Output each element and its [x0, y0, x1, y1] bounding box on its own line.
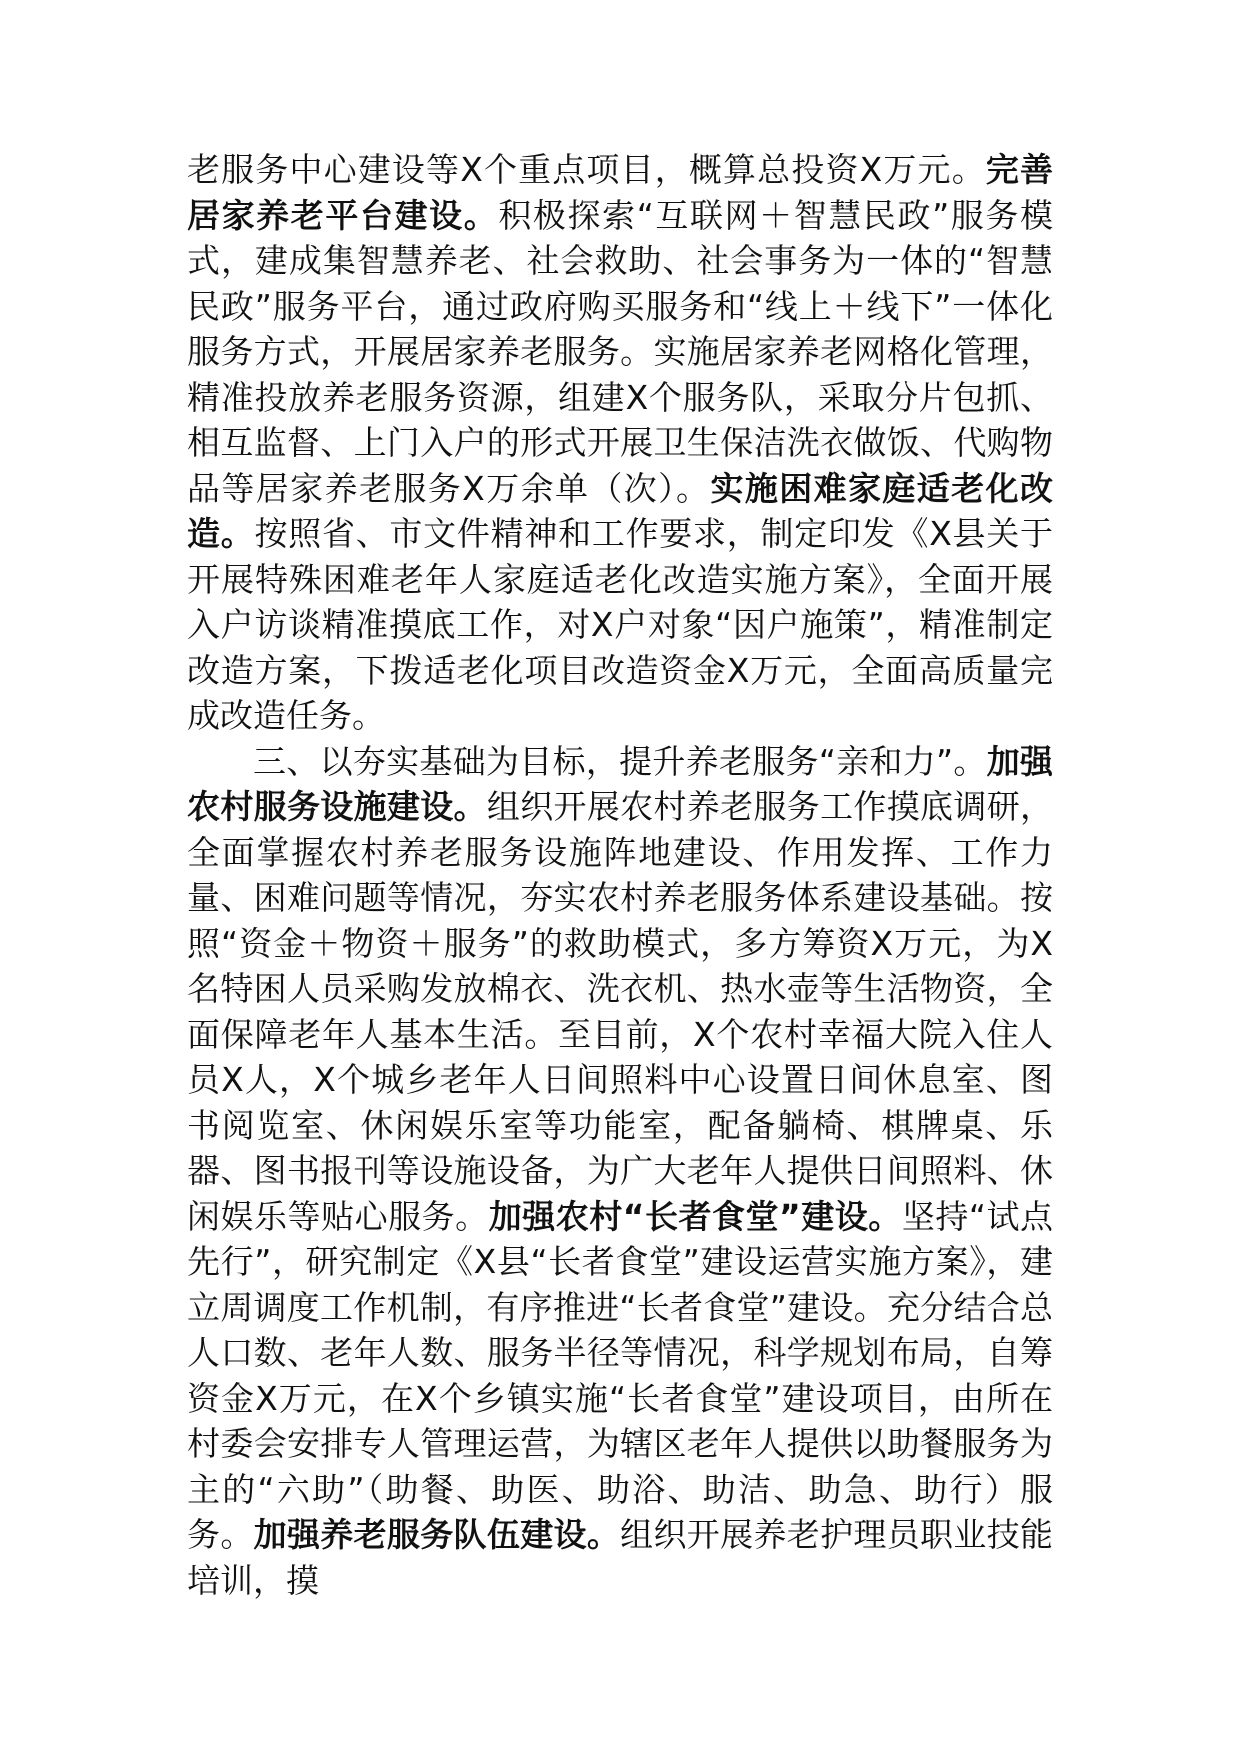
- heading-aging-adaptation: 实施困难家庭适老化改造。: [187, 468, 1053, 553]
- text-segment: 按照省、市文件精神和工作要求，制定印发《X县关于开展特殊困难老年人家庭适老化改造实施方案》，全面开展入户访谈精准摸底工作，对X户对象“因户施策”，精准制定改造方案，下拨适老化项目改造资金X万元，全面高质量完成改造任务。: [187, 514, 1054, 735]
- text-segment: 积极探索“互联网＋智慧民政”服务模式，建成集智慧养老、社会救助、社会事务为一体的“智慧民政”服务平台，通过政府购买服务和“线上＋线下”一体化服务方式，开展居家养老服务。实施居家养老网格化管理，精准投放养老服务资源，组建X个服务队，采取分片包抓、相互监督、上门入户的形式开展卫生保洁洗衣做饭、代购物品等居家养老服务X万余单（次）。: [187, 195, 1053, 508]
- paragraph-home-care: [187, 147, 1053, 739]
- heading-home-care-platform: 完善居家养老平台建设。: [187, 150, 1053, 235]
- text-segment: 组织开展养老护理员职业技能培训，摸: [187, 1515, 1054, 1600]
- text-segment: 老服务中心建设等X个重点项目，概算总投资X万元。: [187, 150, 986, 189]
- heading-rural-facilities: 加强农村服务设施建设。: [187, 741, 1054, 826]
- heading-care-workforce: 加强养老服务队伍建设。: [253, 1515, 621, 1554]
- heading-elder-canteen: 加强农村“长者食堂”建设。: [488, 1196, 902, 1236]
- document-body: [187, 147, 1053, 1603]
- section-heading: 三、以夯实基础为目标，提升养老服务“亲和力”。: [253, 741, 987, 781]
- paragraph-section-three: [187, 739, 1053, 1604]
- text-segment: 组织开展农村养老服务工作摸底调研，全面掌握农村养老服务设施阵地建设、作用发挥、工作力量、困难问题等情况，夯实农村养老服务体系建设基础。按照“资金＋物资＋服务”的救助模式，多方筹资X万元，为X名特困人员采购发放棉衣、洗衣机、热水壶等生活物资，全面保障老年人基本生活。至目前，X个农村幸福大院入住人员X人，X个城乡老年人日间照料中心设置日间休息室、图书阅览室、休闲娱乐室等功能室，配备躺椅、棋牌桌、乐器、图书报刊等设施设备，为广大老年人提供日间照料、休闲娱乐等贴心服务。: [187, 787, 1054, 1236]
- text-segment: 坚持“试点先行”，研究制定《X县“长者食堂”建设运营实施方案》，建立周调度工作机制，有序推进“长者食堂”建设。充分结合总人口数、老年人数、服务半径等情况，科学规划布局，自筹资金X万元，在X个乡镇实施“长者食堂”建设项目，由所在村委会安排专人管理运营，为辖区老年人提供以助餐服务为主的“六助”（助餐、助医、助浴、助洁、助急、助行）服务。: [187, 1196, 1054, 1554]
